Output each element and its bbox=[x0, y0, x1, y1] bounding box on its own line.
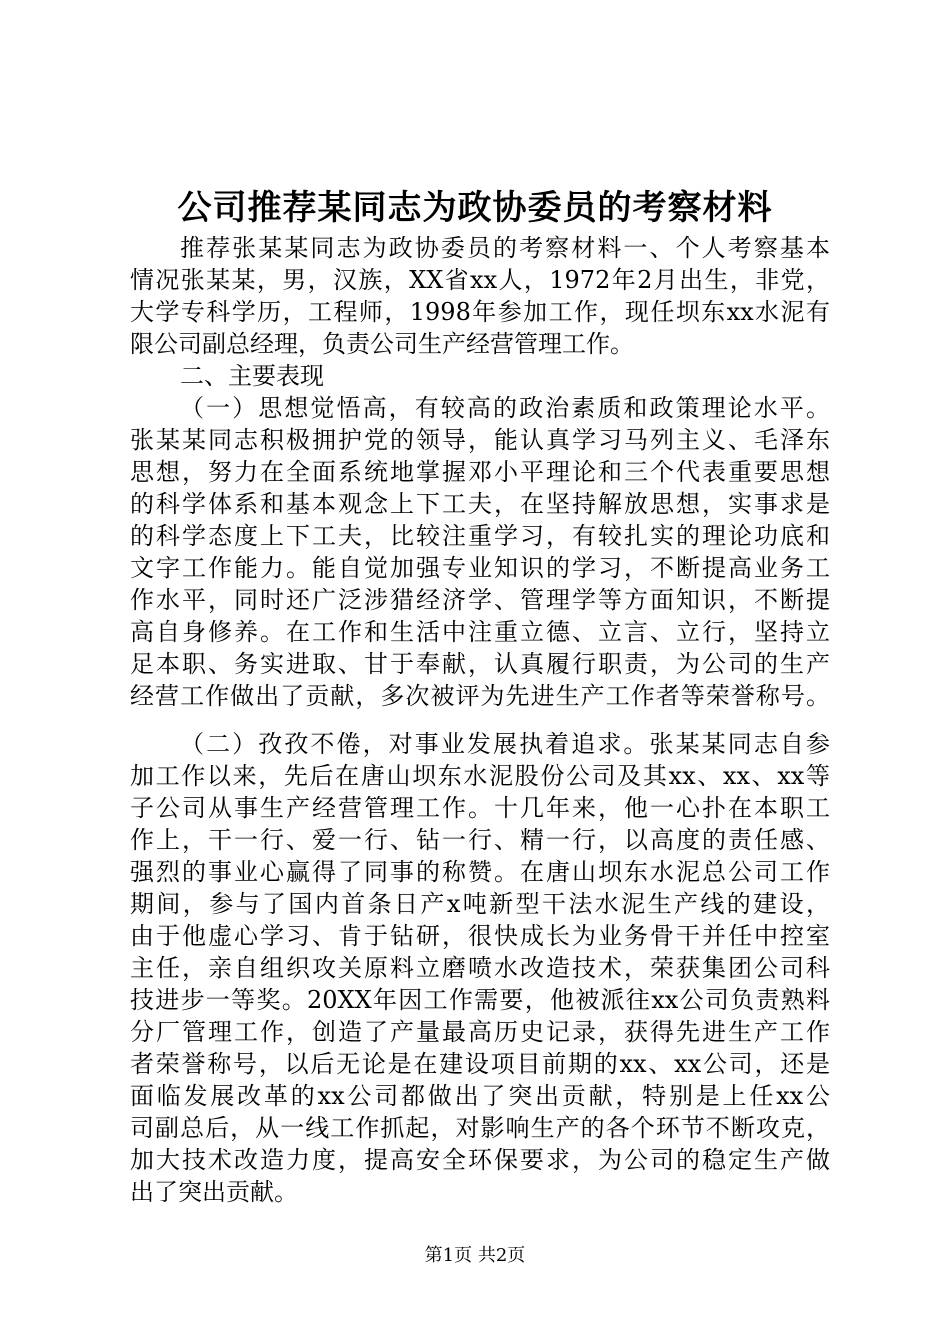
paragraph-4-line-7: 由于他虚心学习、肯于钻研，很快成长为业务骨干并任中控室 bbox=[130, 922, 830, 950]
paragraph-3-line-10: 经营工作做出了贡献，多次被评为先进生产工作者等荣誉称号。 bbox=[130, 682, 830, 710]
paragraph-4-line-12: 面临发展改革的xx公司都做出了突出贡献，特别是上任xx公 bbox=[130, 1082, 830, 1110]
paragraph-3-line-2: 张某某同志积极拥护党的领导，能认真学习马列主义、毛泽东 bbox=[130, 426, 830, 454]
document-title: 公司推荐某同志为政协委员的考察材料 bbox=[177, 188, 773, 228]
paragraph-gap bbox=[130, 712, 830, 728]
paragraph-4-line-4: 作上，干一行、爱一行、钻一行、精一行，以高度的责任感、 bbox=[130, 826, 830, 854]
paragraph-4-line-1: （二）孜孜不倦，对事业发展执着追求。张某某同志自参 bbox=[180, 730, 830, 758]
paragraph-1-line-4: 限公司副总经理，负责公司生产经营管理工作。 bbox=[130, 330, 634, 358]
page-number-footer: 第1页 共2页 bbox=[424, 1245, 526, 1266]
paragraph-4-line-5: 强烈的事业心赢得了同事的称赞。在唐山坝东水泥总公司工作 bbox=[130, 858, 830, 886]
paragraph-1-line-1: 推荐张某某同志为政协委员的考察材料一、个人考察基本 bbox=[180, 234, 830, 262]
paragraph-3-line-7: 作水平，同时还广泛涉猎经济学、管理学等方面知识，不断提 bbox=[130, 586, 830, 614]
paragraph-4-line-11: 者荣誉称号，以后无论是在建设项目前期的xx、xx公司，还是 bbox=[130, 1050, 830, 1078]
paragraph-4-line-9: 技进步一等奖。20XX年因工作需要，他被派往xx公司负责熟料 bbox=[130, 986, 830, 1014]
section-heading-main-performance: 二、主要表现 bbox=[180, 362, 324, 390]
paragraph-4-line-8: 主任，亲自组织攻关原料立磨喷水改造技术，荣获集团公司科 bbox=[130, 954, 830, 982]
document-body bbox=[130, 232, 830, 1208]
paragraph-3-line-3: 思想，努力在全面系统地掌握邓小平理论和三个代表重要思想 bbox=[130, 458, 830, 486]
paragraph-3-line-4: 的科学体系和基本观念上下工夫，在坚持解放思想，实事求是 bbox=[130, 490, 830, 518]
paragraph-3-line-8: 高自身修养。在工作和生活中注重立德、立言、立行，坚持立 bbox=[130, 618, 830, 646]
paragraph-4-line-13: 司副总后，从一线工作抓起，对影响生产的各个环节不断攻克， bbox=[130, 1114, 830, 1142]
paragraph-3-line-5: 的科学态度上下工夫，比较注重学习，有较扎实的理论功底和 bbox=[130, 522, 830, 550]
paragraph-4-line-14: 加大技术改造力度，提高安全环保要求，为公司的稳定生产做 bbox=[130, 1146, 830, 1174]
paragraph-3-line-1: （一）思想觉悟高，有较高的政治素质和政策理论水平。 bbox=[180, 394, 830, 422]
paragraph-4-line-6: 期间，参与了国内首条日产x吨新型干法水泥生产线的建设， bbox=[130, 890, 830, 918]
paragraph-4-line-15: 出了突出贡献。 bbox=[130, 1178, 298, 1206]
paragraph-4-line-2: 加工作以来，先后在唐山坝东水泥股份公司及其xx、xx、xx等 bbox=[130, 762, 830, 790]
paragraph-3-line-9: 足本职、务实进取、甘于奉献，认真履行职责，为公司的生产 bbox=[130, 650, 830, 678]
paragraph-4-line-3: 子公司从事生产经营管理工作。十几年来，他一心扑在本职工 bbox=[130, 794, 830, 822]
paragraph-1-line-2: 情况张某某，男，汉族，XX省xx人，1972年2月出生，非党， bbox=[130, 266, 830, 294]
paragraph-1-line-3: 大学专科学历，工程师，1998年参加工作，现任坝东xx水泥有 bbox=[130, 298, 830, 326]
paragraph-3-line-6: 文字工作能力。能自觉加强专业知识的学习，不断提高业务工 bbox=[130, 554, 830, 582]
paragraph-4-line-10: 分厂管理工作，创造了产量最高历史记录，获得先进生产工作 bbox=[130, 1018, 830, 1046]
